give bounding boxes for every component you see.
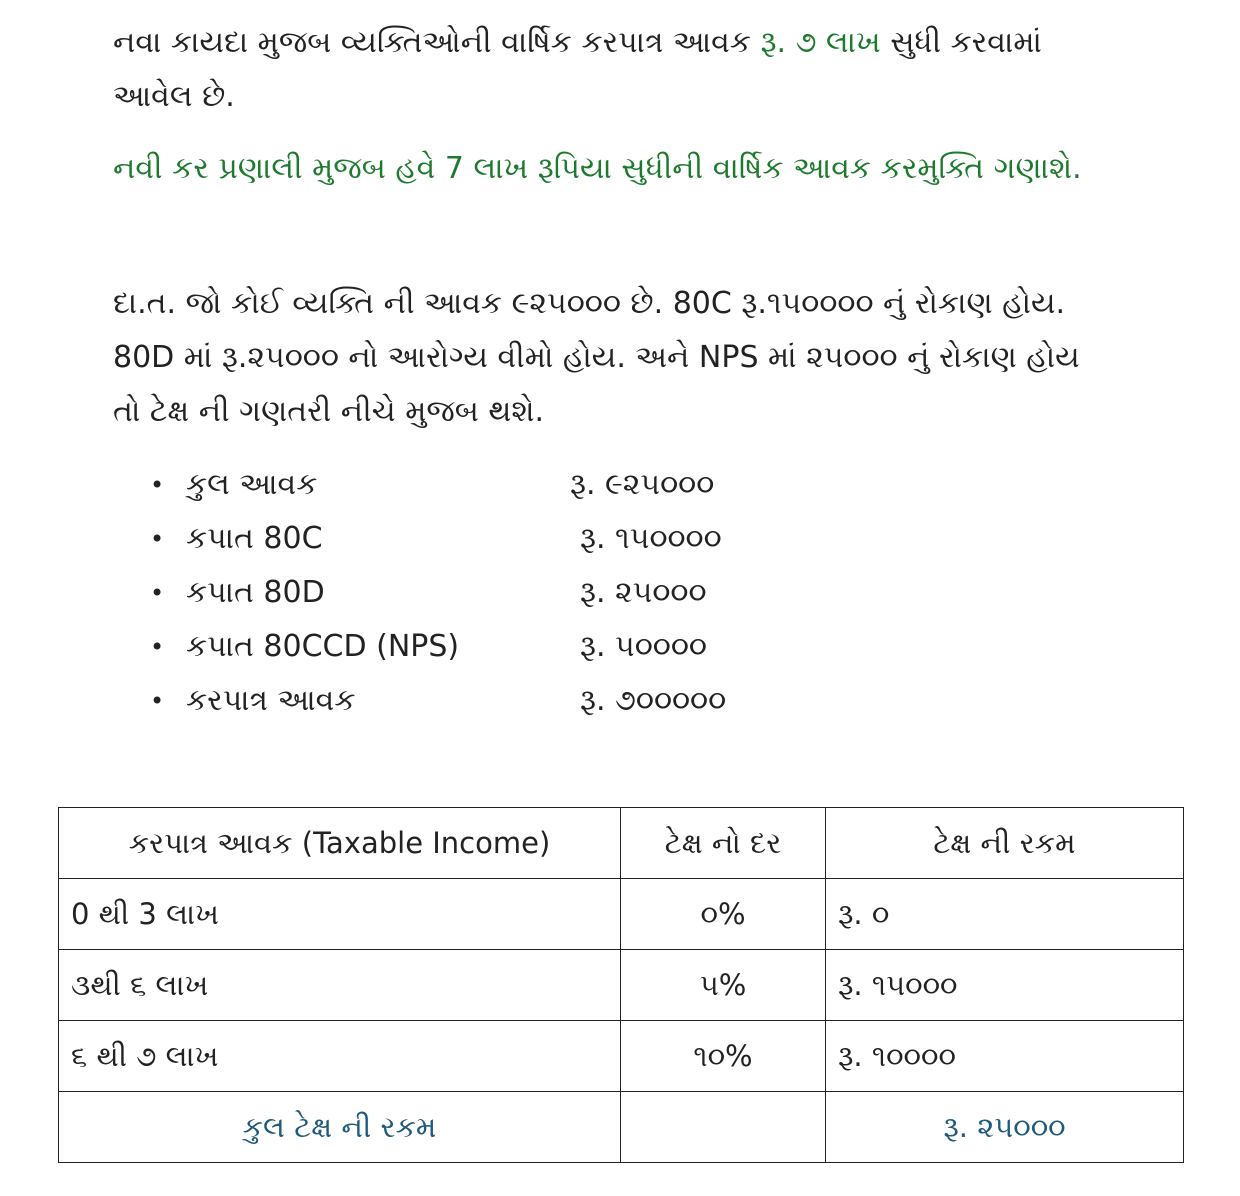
deduction-amount: રૂ. ૧૫૦૦૦૦ <box>580 521 722 556</box>
table-row <box>59 950 1184 1021</box>
intro-text-before: નવા કાયદા મુજબ વ્યક્તિઓની વાર્ષિક કરપાત્ર આવક <box>113 25 751 60</box>
deduction-label: કપાત 80D <box>186 575 325 610</box>
deduction-amount: રૂ. ૫૦૦૦૦ <box>580 629 707 664</box>
deduction-amount: રૂ. ૭૦૦૦૦૦ <box>580 683 727 718</box>
total-rate <box>621 1092 826 1163</box>
total-amount: રૂ. ૨૫૦૦૦ <box>826 1092 1184 1163</box>
notice-paragraph: નવી કર પ્રણાલી મુજબ હવે 7 લાખ રૂપિયા સુધીની વાર્ષિક આવક કરમુક્તિ ગણાશે. <box>113 151 1082 186</box>
table-total-row <box>59 1092 1184 1163</box>
income-slab: ૬ થી ૭ લાખ <box>59 1021 621 1092</box>
tax-amount: રૂ. ૦ <box>826 879 1184 950</box>
intro-highlight: રૂ. ૭ લાખ <box>760 25 881 60</box>
intro-text-after: સુધી કરવામાં આવેલ છે. <box>113 25 1042 114</box>
tax-rate: ૦% <box>621 879 826 950</box>
tax-table <box>58 807 1184 1163</box>
bullet-icon: • <box>150 471 165 499</box>
bullet-icon: • <box>150 579 165 607</box>
example-paragraph: દા.ત. જો કોઈ વ્યક્તિ ની આવક ૯૨૫૦૦૦ છે. 80C રૂ.૧૫૦૦૦૦ નું રોકાણ હોય. 80D માં રૂ.૨૫૦૦૦ નો આરોગ્ય વીમો હોય. અને NPS માં ૨૫૦૦૦ નું રોકાણ હોય તો ટેક્ષ ની ગણતરી નીચે મુજબ થશે. <box>113 286 1080 429</box>
table-row <box>59 1021 1184 1092</box>
deduction-label: કરપાત્ર આવક <box>186 683 356 718</box>
table-header-row <box>59 808 1184 879</box>
bullet-icon: • <box>150 633 165 661</box>
bullet-icon: • <box>150 687 165 715</box>
intro-paragraph <box>113 16 1123 124</box>
table-row <box>59 879 1184 950</box>
header-tax-amount: ટેક્ષ ની રકમ <box>826 808 1184 879</box>
deduction-amount: રૂ. ૯૨૫૦૦૦ <box>570 467 715 502</box>
tax-amount: રૂ. ૧૦૦૦૦ <box>826 1021 1184 1092</box>
header-tax-rate: ટેક્ષ નો દર <box>621 808 826 879</box>
tax-rate: ૧૦% <box>621 1021 826 1092</box>
header-taxable-income: કરપાત્ર આવક (Taxable Income) <box>59 808 621 879</box>
deduction-amount: રૂ. ૨૫૦૦૦ <box>580 575 707 610</box>
deduction-label: કપાત 80C <box>186 521 323 556</box>
total-label: કુલ ટેક્ષ ની રકમ <box>59 1092 621 1163</box>
deduction-label: કુલ આવક <box>186 467 318 502</box>
income-slab: 0 થી 3 લાખ <box>59 879 621 950</box>
income-slab: ૩થી ૬ લાખ <box>59 950 621 1021</box>
bullet-icon: • <box>150 525 165 553</box>
deduction-label: કપાત 80CCD (NPS) <box>186 629 460 664</box>
tax-amount: રૂ. ૧૫૦૦૦ <box>826 950 1184 1021</box>
tax-rate: ૫% <box>621 950 826 1021</box>
